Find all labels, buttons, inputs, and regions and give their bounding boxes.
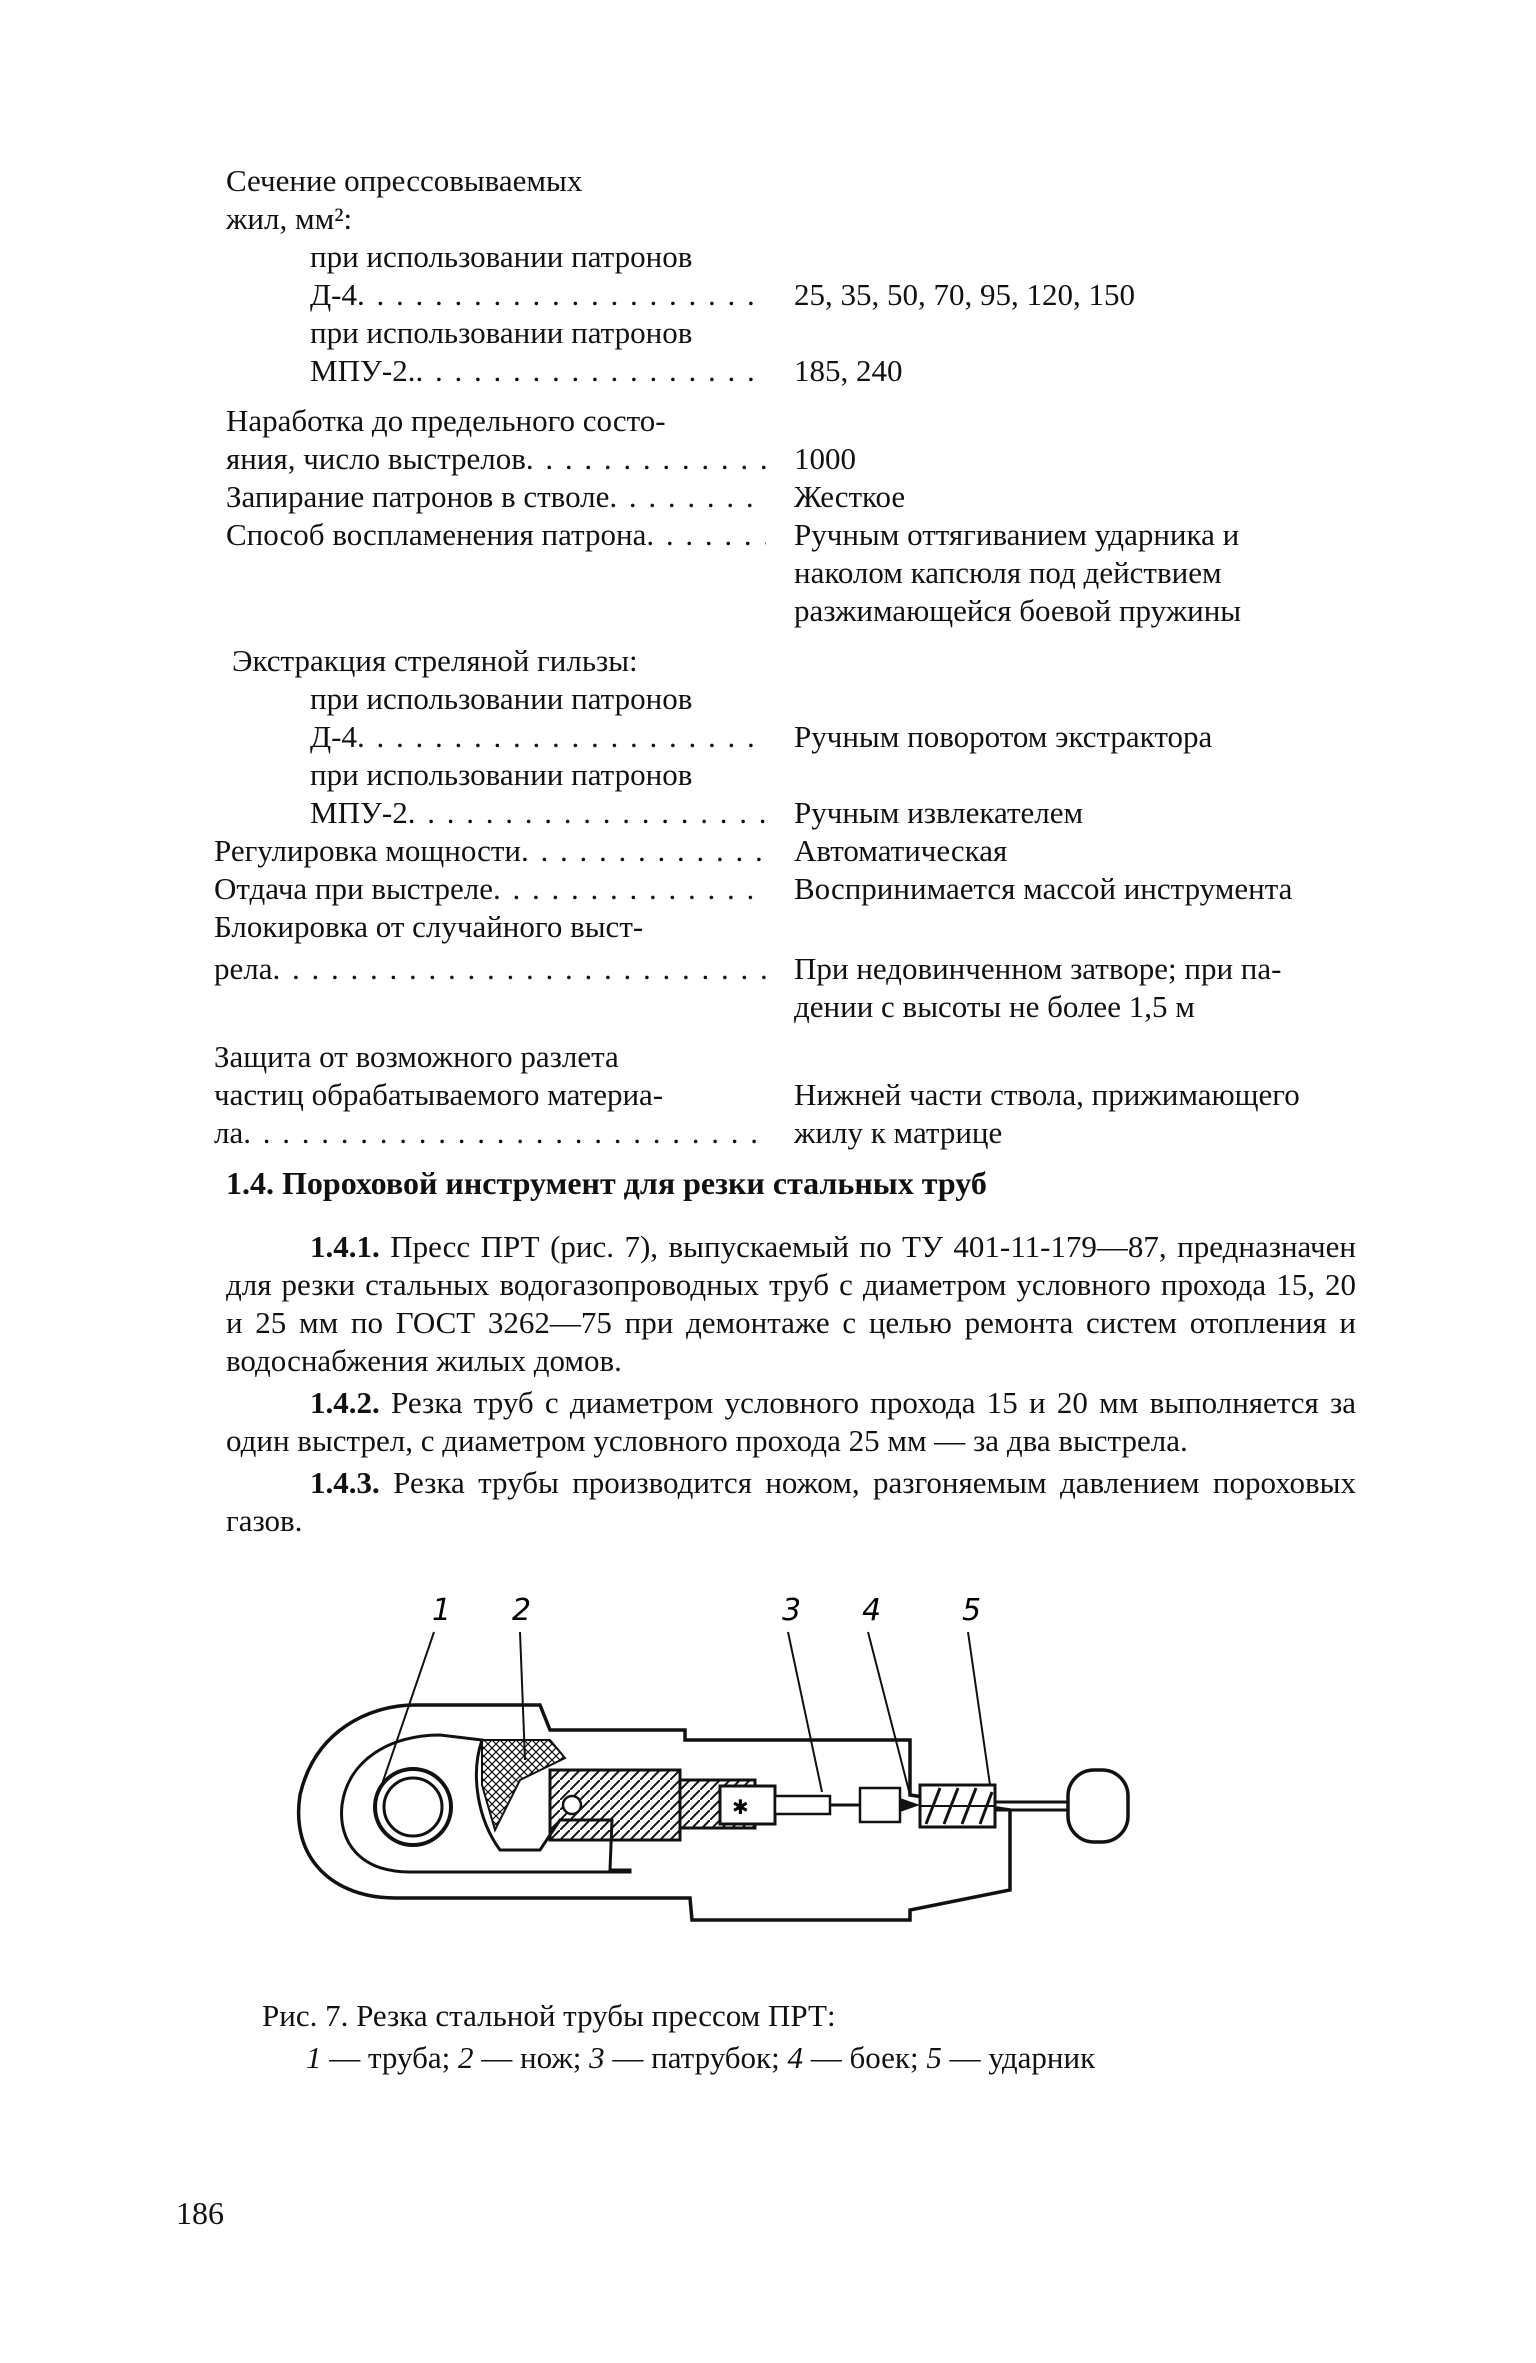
spec-row — [226, 162, 1356, 314]
caption-title: Рис. 7. Резка стальной трубы прессом ПРТ: — [262, 1998, 836, 2033]
spec-value: Ручным извлекателем — [794, 795, 1084, 830]
spec-value: разжимающейся боевой пружины — [794, 593, 1242, 628]
handle-knob — [1068, 1770, 1128, 1842]
spec-label-leader: Д-4 . . . — [226, 276, 766, 314]
spec-value: 1000 — [794, 441, 856, 476]
spec-label: при использовании патронов — [310, 315, 693, 350]
nozzle — [775, 1796, 830, 1814]
leader-line — [968, 1632, 990, 1785]
spec-value: При недовинченном затворе; при па- — [794, 951, 1282, 986]
spec-label: Блокировка от случайного выст- — [214, 909, 644, 944]
callout-5: 5 — [962, 1593, 982, 1628]
leader-line — [868, 1632, 910, 1795]
spec-label: при использовании патронов — [310, 681, 693, 716]
spec-row — [226, 756, 1356, 832]
spec-label: Экстракция стреляной гильзы: — [232, 643, 638, 678]
spec-value: 185, 240 — [794, 353, 903, 388]
leader-line — [380, 1632, 434, 1790]
spec-label: частиц обрабатываемого материа- — [214, 1077, 664, 1112]
spec-label-leader: рела . . . — [214, 950, 766, 988]
spec-label-leader: ла . . . — [214, 1114, 766, 1152]
spec-label: Защита от возможного разлета — [214, 1039, 619, 1074]
spec-label: Сечение опрессовываемых — [226, 163, 583, 198]
spec-label: при использовании патронов — [310, 757, 693, 792]
spec-label-leader: яния, число выстрелов . . . — [226, 440, 766, 478]
spec-row — [214, 870, 1356, 908]
spec-value: наколом капсюля под действием — [794, 555, 1222, 590]
spec-label-leader: Способ воспламенения патрона . . . — [226, 516, 766, 554]
spec-value: Автоматическая — [794, 833, 1008, 868]
spec-table — [214, 162, 1356, 1152]
spec-label-leader: МПУ-2 . . . — [226, 794, 766, 832]
spec-row — [214, 908, 1356, 1026]
spec-label-leader: Запирание патронов в стволе . . . — [226, 478, 766, 516]
callout-4: 4 — [862, 1593, 882, 1628]
spec-label-leader: Д-4 . . . — [226, 718, 766, 756]
spec-value: Ручным оттягиванием ударника и — [794, 517, 1240, 552]
spec-row — [226, 478, 1356, 516]
figure-caption — [262, 1995, 1095, 2079]
spec-label: жил, мм²: — [226, 201, 353, 236]
figure-press-diagram — [220, 1580, 1220, 1960]
callout-1: 1 — [432, 1593, 452, 1628]
section-title: 1.4. Пороховой инструмент для резки стальных труб — [226, 1165, 987, 1201]
spec-value: Нижней части ствола, прижимающего — [794, 1077, 1300, 1112]
svg-text:✱: ✱ — [732, 1795, 749, 1819]
spec-row — [226, 516, 1356, 630]
spec-label-leader: Регулировка мощности . . . — [214, 832, 766, 870]
callout-2: 2 — [512, 1593, 532, 1628]
spec-row — [226, 402, 1356, 478]
section-body — [226, 1228, 1356, 1544]
leader-line — [788, 1632, 822, 1792]
press-drawing — [220, 1580, 1220, 1960]
spec-label-leader: МПУ-2. . . . — [226, 352, 766, 390]
spec-label: Наработка до предельного состо- — [226, 403, 666, 438]
spec-label: при использовании патронов — [310, 239, 693, 274]
spec-value: Жесткое — [794, 479, 906, 514]
paragraph: 1.4.3. Резка трубы производится ножом, разгоняемым давлением пороховых газов. — [226, 1465, 1357, 1538]
callout-3: 3 — [782, 1593, 802, 1628]
spec-value: 25, 35, 50, 70, 95, 120, 150 — [794, 277, 1135, 312]
spec-row — [226, 314, 1356, 390]
pipe — [375, 1769, 451, 1845]
firing-pin — [860, 1788, 900, 1822]
spec-row — [214, 1038, 1356, 1152]
spec-value: Воспринимается массой инструмента — [794, 871, 1293, 906]
caption-legend: 1 — труба; 2 — нож; 3 — патрубок; 4 — боек; 5 — ударник — [306, 2040, 1096, 2075]
spec-value: Ручным поворотом экстрактора — [794, 719, 1213, 754]
paragraph: 1.4.2. Резка труб с диаметром условного прохода 15 и 20 мм выполняется за один выстрел, с диаметром условного прохода 25 мм — за два выстрела. — [226, 1385, 1356, 1458]
spec-label-leader: Отдача при выстреле . . . — [214, 870, 766, 908]
spec-row — [214, 832, 1356, 870]
spec-value: жилу к матрице — [794, 1115, 1003, 1150]
paragraph: 1.4.1. Пресс ПРТ (рис. 7), выпускаемый по ТУ 401-11-179—87, предназначен для резки стальных водогазопроводных труб с диаметром условного прохода 15, 20 и 25 мм по ГОСТ 3262—75 при демонтаже с целью ремонта систем отопления и водоснабжения жилых домов. — [226, 1229, 1356, 1378]
page-number: 186 — [176, 2195, 224, 2231]
spec-value: дении с высоты не более 1,5 м — [794, 989, 1195, 1024]
spec-row — [226, 642, 1356, 756]
